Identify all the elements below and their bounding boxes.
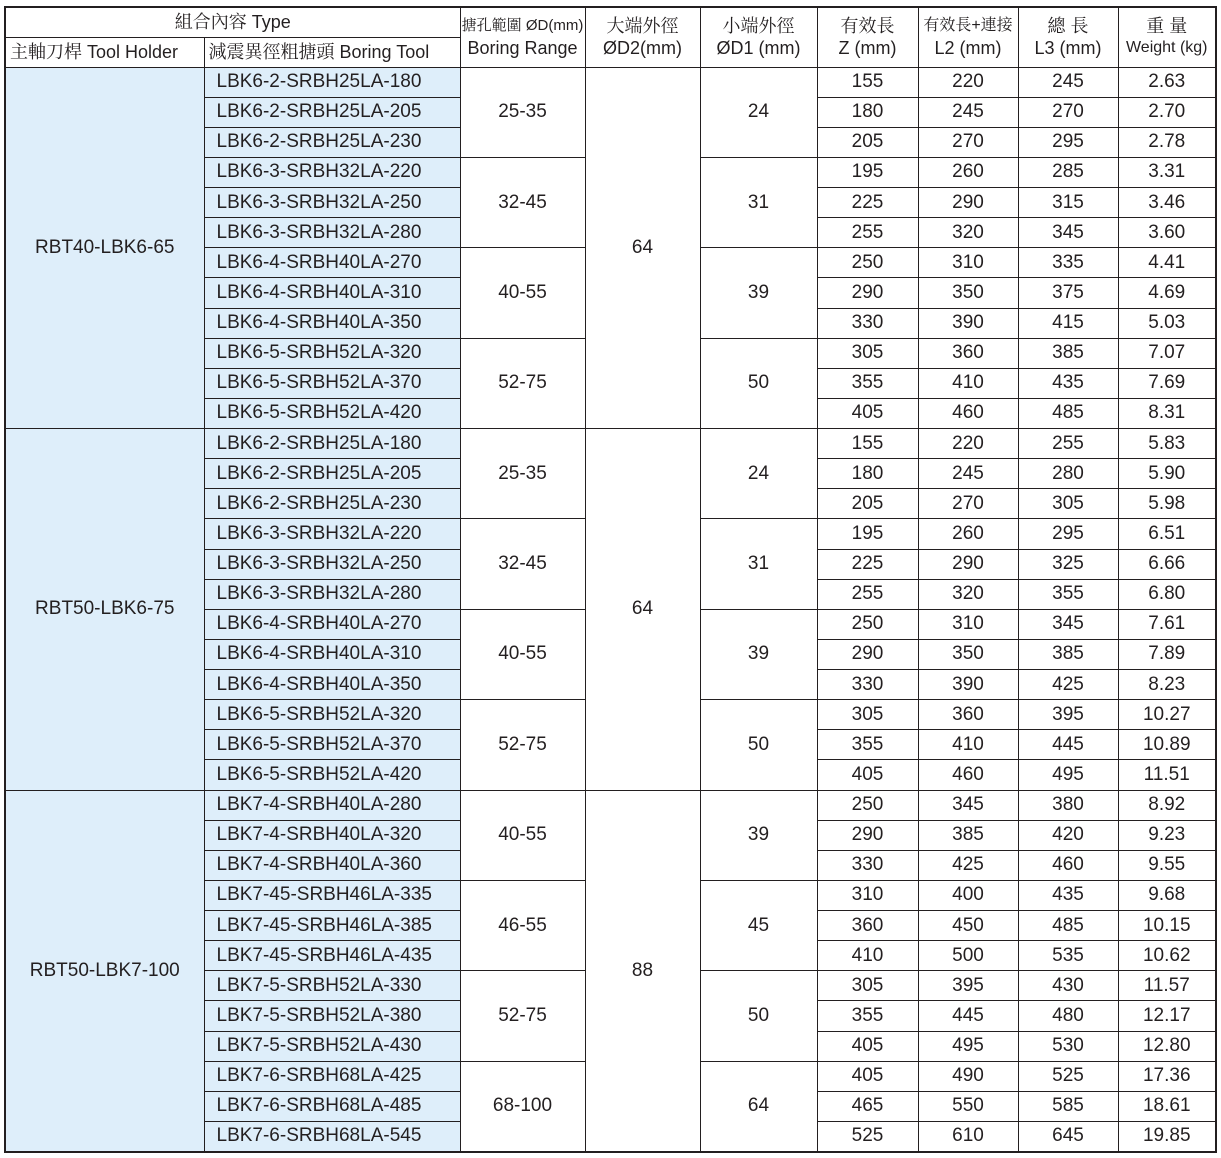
d1-cell: 45: [700, 880, 817, 970]
d2-cell: 88: [585, 790, 700, 1152]
l3-header-zh: 總 長: [1047, 16, 1089, 37]
l3-cell: 485: [1018, 911, 1118, 941]
l3-cell: 480: [1018, 1001, 1118, 1031]
d2-header: [585, 7, 700, 67]
table-row: [5, 790, 1216, 820]
weight-cell: 11.57: [1118, 971, 1216, 1001]
l2-cell: 270: [918, 127, 1018, 157]
l2-cell: 320: [918, 579, 1018, 609]
boring-tool-cell: LBK6-5-SRBH52LA-370: [204, 368, 460, 398]
l2-cell: 410: [918, 368, 1018, 398]
l2-cell: 290: [918, 549, 1018, 579]
z-cell: 405: [817, 1061, 918, 1091]
weight-cell: 4.41: [1118, 248, 1216, 278]
l2-cell: 450: [918, 911, 1018, 941]
z-cell: 465: [817, 1091, 918, 1121]
l3-cell: 280: [1018, 459, 1118, 489]
boring-tool-header: 減震異徑粗搪頭 Boring Tool: [204, 37, 460, 67]
z-cell: 180: [817, 97, 918, 127]
weight-cell: 5.90: [1118, 459, 1216, 489]
l2-header-zh: 有效長+連接: [923, 17, 1013, 35]
boring-range-cell: 32-45: [460, 157, 585, 247]
l2-cell: 220: [918, 67, 1018, 97]
weight-header-en: Weight (kg): [1125, 39, 1208, 57]
d1-cell: 50: [700, 700, 817, 790]
weight-cell: 11.51: [1118, 760, 1216, 790]
l2-cell: 245: [918, 97, 1018, 127]
boring-tool-cell: LBK7-5-SRBH52LA-330: [204, 971, 460, 1001]
l2-cell: 270: [918, 489, 1018, 519]
z-cell: 305: [817, 700, 918, 730]
l3-cell: 380: [1018, 790, 1118, 820]
weight-cell: 19.85: [1118, 1121, 1216, 1152]
l3-cell: 435: [1018, 880, 1118, 910]
weight-header: [1118, 7, 1216, 67]
l3-cell: 485: [1018, 398, 1118, 428]
boring-tool-cell: LBK6-3-SRBH32LA-250: [204, 188, 460, 218]
l3-header-en: L3 (mm): [1034, 38, 1102, 59]
l2-cell: 260: [918, 157, 1018, 187]
l3-cell: 415: [1018, 308, 1118, 338]
boring-tool-cell: LBK6-5-SRBH52LA-370: [204, 730, 460, 760]
l3-cell: 285: [1018, 157, 1118, 187]
z-header: [817, 7, 918, 67]
boring-range-header-en: Boring Range: [467, 38, 578, 59]
z-cell: 330: [817, 308, 918, 338]
boring-tool-cell: LBK7-5-SRBH52LA-380: [204, 1001, 460, 1031]
z-header-zh: 有效長: [840, 16, 895, 37]
boring-tool-cell: LBK6-4-SRBH40LA-270: [204, 248, 460, 278]
type-header: 組合內容 Type: [5, 7, 460, 37]
l2-cell: 410: [918, 730, 1018, 760]
d1-cell: 50: [700, 971, 817, 1061]
l3-cell: 525: [1018, 1061, 1118, 1091]
l2-cell: 220: [918, 429, 1018, 459]
l3-cell: 245: [1018, 67, 1118, 97]
boring-range-cell: 40-55: [460, 248, 585, 338]
weight-cell: 6.66: [1118, 549, 1216, 579]
boring-tool-cell: LBK6-2-SRBH25LA-180: [204, 429, 460, 459]
spec-table-body: [5, 67, 1216, 1152]
l2-cell: 310: [918, 609, 1018, 639]
z-cell: 405: [817, 760, 918, 790]
z-cell: 250: [817, 248, 918, 278]
boring-range-cell: 52-75: [460, 338, 585, 428]
weight-cell: 12.17: [1118, 1001, 1216, 1031]
table-row: [5, 67, 1216, 97]
z-cell: 290: [817, 639, 918, 669]
weight-cell: 18.61: [1118, 1091, 1216, 1121]
l3-cell: 345: [1018, 218, 1118, 248]
weight-cell: 7.69: [1118, 368, 1216, 398]
z-cell: 360: [817, 911, 918, 941]
weight-cell: 5.98: [1118, 489, 1216, 519]
l2-header-en: L2 (mm): [934, 38, 1002, 59]
spec-table: [4, 6, 1217, 1153]
d1-cell: 64: [700, 1061, 817, 1152]
l2-cell: 350: [918, 639, 1018, 669]
l2-cell: 445: [918, 1001, 1018, 1031]
weight-cell: 9.55: [1118, 850, 1216, 880]
l2-cell: 260: [918, 519, 1018, 549]
d1-cell: 50: [700, 338, 817, 428]
z-cell: 250: [817, 609, 918, 639]
l3-cell: 395: [1018, 700, 1118, 730]
d2-cell: 64: [585, 429, 700, 791]
d1-cell: 39: [700, 248, 817, 338]
boring-tool-cell: LBK6-3-SRBH32LA-220: [204, 157, 460, 187]
z-cell: 355: [817, 368, 918, 398]
weight-cell: 8.23: [1118, 670, 1216, 700]
weight-cell: 7.07: [1118, 338, 1216, 368]
l3-cell: 315: [1018, 188, 1118, 218]
weight-header-zh: 重 量: [1146, 16, 1188, 37]
boring-range-cell: 40-55: [460, 609, 585, 699]
l2-cell: 345: [918, 790, 1018, 820]
z-cell: 525: [817, 1121, 918, 1152]
weight-cell: 8.92: [1118, 790, 1216, 820]
l3-cell: 460: [1018, 850, 1118, 880]
weight-cell: 7.89: [1118, 639, 1216, 669]
boring-tool-cell: LBK6-5-SRBH52LA-320: [204, 700, 460, 730]
boring-tool-cell: LBK6-3-SRBH32LA-280: [204, 579, 460, 609]
l3-header: [1018, 7, 1118, 67]
l2-cell: 390: [918, 308, 1018, 338]
l3-cell: 375: [1018, 278, 1118, 308]
d1-cell: 39: [700, 609, 817, 699]
d2-cell: 64: [585, 67, 700, 429]
l2-cell: 610: [918, 1121, 1018, 1152]
z-cell: 405: [817, 398, 918, 428]
weight-cell: 17.36: [1118, 1061, 1216, 1091]
tool-holder-header: 主軸刀桿 Tool Holder: [5, 37, 204, 67]
boring-tool-cell: LBK6-4-SRBH40LA-310: [204, 639, 460, 669]
boring-tool-cell: LBK6-4-SRBH40LA-270: [204, 609, 460, 639]
z-cell: 355: [817, 1001, 918, 1031]
boring-range-cell: 32-45: [460, 519, 585, 609]
z-cell: 290: [817, 820, 918, 850]
boring-tool-cell: LBK6-4-SRBH40LA-350: [204, 308, 460, 338]
l3-cell: 425: [1018, 670, 1118, 700]
d1-cell: 24: [700, 429, 817, 519]
boring-tool-cell: LBK7-5-SRBH52LA-430: [204, 1031, 460, 1061]
z-cell: 330: [817, 850, 918, 880]
z-cell: 180: [817, 459, 918, 489]
l2-cell: 460: [918, 760, 1018, 790]
weight-cell: 4.69: [1118, 278, 1216, 308]
l3-cell: 305: [1018, 489, 1118, 519]
weight-cell: 3.31: [1118, 157, 1216, 187]
tool-holder-cell: RBT40-LBK6-65: [5, 67, 204, 429]
l3-cell: 445: [1018, 730, 1118, 760]
d1-cell: 39: [700, 790, 817, 880]
boring-tool-cell: LBK6-2-SRBH25LA-180: [204, 67, 460, 97]
boring-range-header-zh: 搪孔範圍 ØD(mm): [461, 17, 584, 35]
boring-tool-cell: LBK7-45-SRBH46LA-435: [204, 941, 460, 971]
l2-cell: 290: [918, 188, 1018, 218]
z-cell: 405: [817, 1031, 918, 1061]
l2-cell: 245: [918, 459, 1018, 489]
boring-tool-cell: LBK6-3-SRBH32LA-250: [204, 549, 460, 579]
table-row: [5, 429, 1216, 459]
boring-tool-cell: LBK6-4-SRBH40LA-310: [204, 278, 460, 308]
boring-tool-cell: LBK6-3-SRBH32LA-220: [204, 519, 460, 549]
weight-cell: 10.89: [1118, 730, 1216, 760]
l2-cell: 320: [918, 218, 1018, 248]
l2-cell: 350: [918, 278, 1018, 308]
z-cell: 205: [817, 489, 918, 519]
l2-cell: 460: [918, 398, 1018, 428]
l2-cell: 490: [918, 1061, 1018, 1091]
boring-range-cell: 40-55: [460, 790, 585, 880]
z-cell: 310: [817, 880, 918, 910]
boring-range-cell: 52-75: [460, 700, 585, 790]
l3-cell: 270: [1018, 97, 1118, 127]
l3-cell: 355: [1018, 579, 1118, 609]
boring-tool-cell: LBK6-5-SRBH52LA-320: [204, 338, 460, 368]
l3-cell: 585: [1018, 1091, 1118, 1121]
boring-range-cell: 25-35: [460, 429, 585, 519]
z-cell: 355: [817, 730, 918, 760]
l3-cell: 645: [1018, 1121, 1118, 1152]
d1-cell: 24: [700, 67, 817, 157]
weight-cell: 2.70: [1118, 97, 1216, 127]
boring-range-cell: 52-75: [460, 971, 585, 1061]
l2-cell: 395: [918, 971, 1018, 1001]
l3-cell: 345: [1018, 609, 1118, 639]
z-header-en: Z (mm): [838, 38, 897, 59]
weight-cell: 7.61: [1118, 609, 1216, 639]
weight-cell: 8.31: [1118, 398, 1216, 428]
weight-cell: 9.23: [1118, 820, 1216, 850]
weight-cell: 3.46: [1118, 188, 1216, 218]
boring-tool-cell: LBK7-6-SRBH68LA-425: [204, 1061, 460, 1091]
weight-cell: 2.78: [1118, 127, 1216, 157]
boring-tool-cell: LBK7-45-SRBH46LA-385: [204, 911, 460, 941]
boring-tool-cell: LBK6-3-SRBH32LA-280: [204, 218, 460, 248]
weight-cell: 6.80: [1118, 579, 1216, 609]
tool-holder-cell: RBT50-LBK7-100: [5, 790, 204, 1152]
l2-cell: 385: [918, 820, 1018, 850]
weight-cell: 3.60: [1118, 218, 1216, 248]
l3-cell: 295: [1018, 127, 1118, 157]
z-cell: 255: [817, 579, 918, 609]
z-cell: 155: [817, 67, 918, 97]
l2-cell: 400: [918, 880, 1018, 910]
z-cell: 250: [817, 790, 918, 820]
boring-tool-cell: LBK7-4-SRBH40LA-320: [204, 820, 460, 850]
weight-cell: 10.15: [1118, 911, 1216, 941]
l3-cell: 325: [1018, 549, 1118, 579]
boring-range-cell: 46-55: [460, 880, 585, 970]
z-cell: 195: [817, 519, 918, 549]
weight-cell: 10.27: [1118, 700, 1216, 730]
l3-cell: 295: [1018, 519, 1118, 549]
z-cell: 225: [817, 188, 918, 218]
z-cell: 255: [817, 218, 918, 248]
z-cell: 305: [817, 971, 918, 1001]
l3-cell: 385: [1018, 639, 1118, 669]
l3-cell: 535: [1018, 941, 1118, 971]
weight-cell: 12.80: [1118, 1031, 1216, 1061]
z-cell: 410: [817, 941, 918, 971]
z-cell: 225: [817, 549, 918, 579]
d1-header: [700, 7, 817, 67]
d1-cell: 31: [700, 157, 817, 247]
z-cell: 205: [817, 127, 918, 157]
l3-cell: 435: [1018, 368, 1118, 398]
l3-cell: 385: [1018, 338, 1118, 368]
l2-cell: 550: [918, 1091, 1018, 1121]
weight-cell: 9.68: [1118, 880, 1216, 910]
l3-cell: 335: [1018, 248, 1118, 278]
weight-cell: 6.51: [1118, 519, 1216, 549]
weight-cell: 10.62: [1118, 941, 1216, 971]
boring-tool-cell: LBK6-2-SRBH25LA-205: [204, 97, 460, 127]
l2-cell: 425: [918, 850, 1018, 880]
l3-cell: 495: [1018, 760, 1118, 790]
z-cell: 290: [817, 278, 918, 308]
l3-cell: 420: [1018, 820, 1118, 850]
d1-header-en: ØD1 (mm): [716, 38, 801, 59]
boring-range-header: [460, 7, 585, 67]
boring-range-cell: 68-100: [460, 1061, 585, 1152]
z-cell: 155: [817, 429, 918, 459]
boring-tool-cell: LBK7-6-SRBH68LA-485: [204, 1091, 460, 1121]
l2-cell: 390: [918, 670, 1018, 700]
l3-cell: 530: [1018, 1031, 1118, 1061]
boring-tool-cell: LBK6-4-SRBH40LA-350: [204, 670, 460, 700]
boring-tool-cell: LBK7-4-SRBH40LA-280: [204, 790, 460, 820]
boring-tool-cell: LBK7-4-SRBH40LA-360: [204, 850, 460, 880]
l2-cell: 310: [918, 248, 1018, 278]
l2-cell: 500: [918, 941, 1018, 971]
boring-tool-cell: LBK6-2-SRBH25LA-205: [204, 459, 460, 489]
l2-cell: 360: [918, 700, 1018, 730]
boring-tool-cell: LBK7-45-SRBH46LA-335: [204, 880, 460, 910]
z-cell: 330: [817, 670, 918, 700]
l2-cell: 360: [918, 338, 1018, 368]
z-cell: 195: [817, 157, 918, 187]
d2-header-en: ØD2(mm): [603, 38, 682, 59]
boring-tool-cell: LBK6-5-SRBH52LA-420: [204, 760, 460, 790]
weight-cell: 5.03: [1118, 308, 1216, 338]
boring-range-cell: 25-35: [460, 67, 585, 157]
boring-tool-cell: LBK6-2-SRBH25LA-230: [204, 127, 460, 157]
d1-cell: 31: [700, 519, 817, 609]
boring-tool-cell: LBK6-2-SRBH25LA-230: [204, 489, 460, 519]
boring-tool-cell: LBK6-5-SRBH52LA-420: [204, 398, 460, 428]
z-cell: 305: [817, 338, 918, 368]
l2-cell: 495: [918, 1031, 1018, 1061]
l3-cell: 255: [1018, 429, 1118, 459]
weight-cell: 5.83: [1118, 429, 1216, 459]
d2-header-zh: 大端外徑: [606, 16, 679, 37]
l2-header: [918, 7, 1018, 67]
weight-cell: 2.63: [1118, 67, 1216, 97]
boring-tool-cell: LBK7-6-SRBH68LA-545: [204, 1121, 460, 1152]
d1-header-zh: 小端外徑: [722, 16, 795, 37]
tool-holder-cell: RBT50-LBK6-75: [5, 429, 204, 791]
l3-cell: 430: [1018, 971, 1118, 1001]
